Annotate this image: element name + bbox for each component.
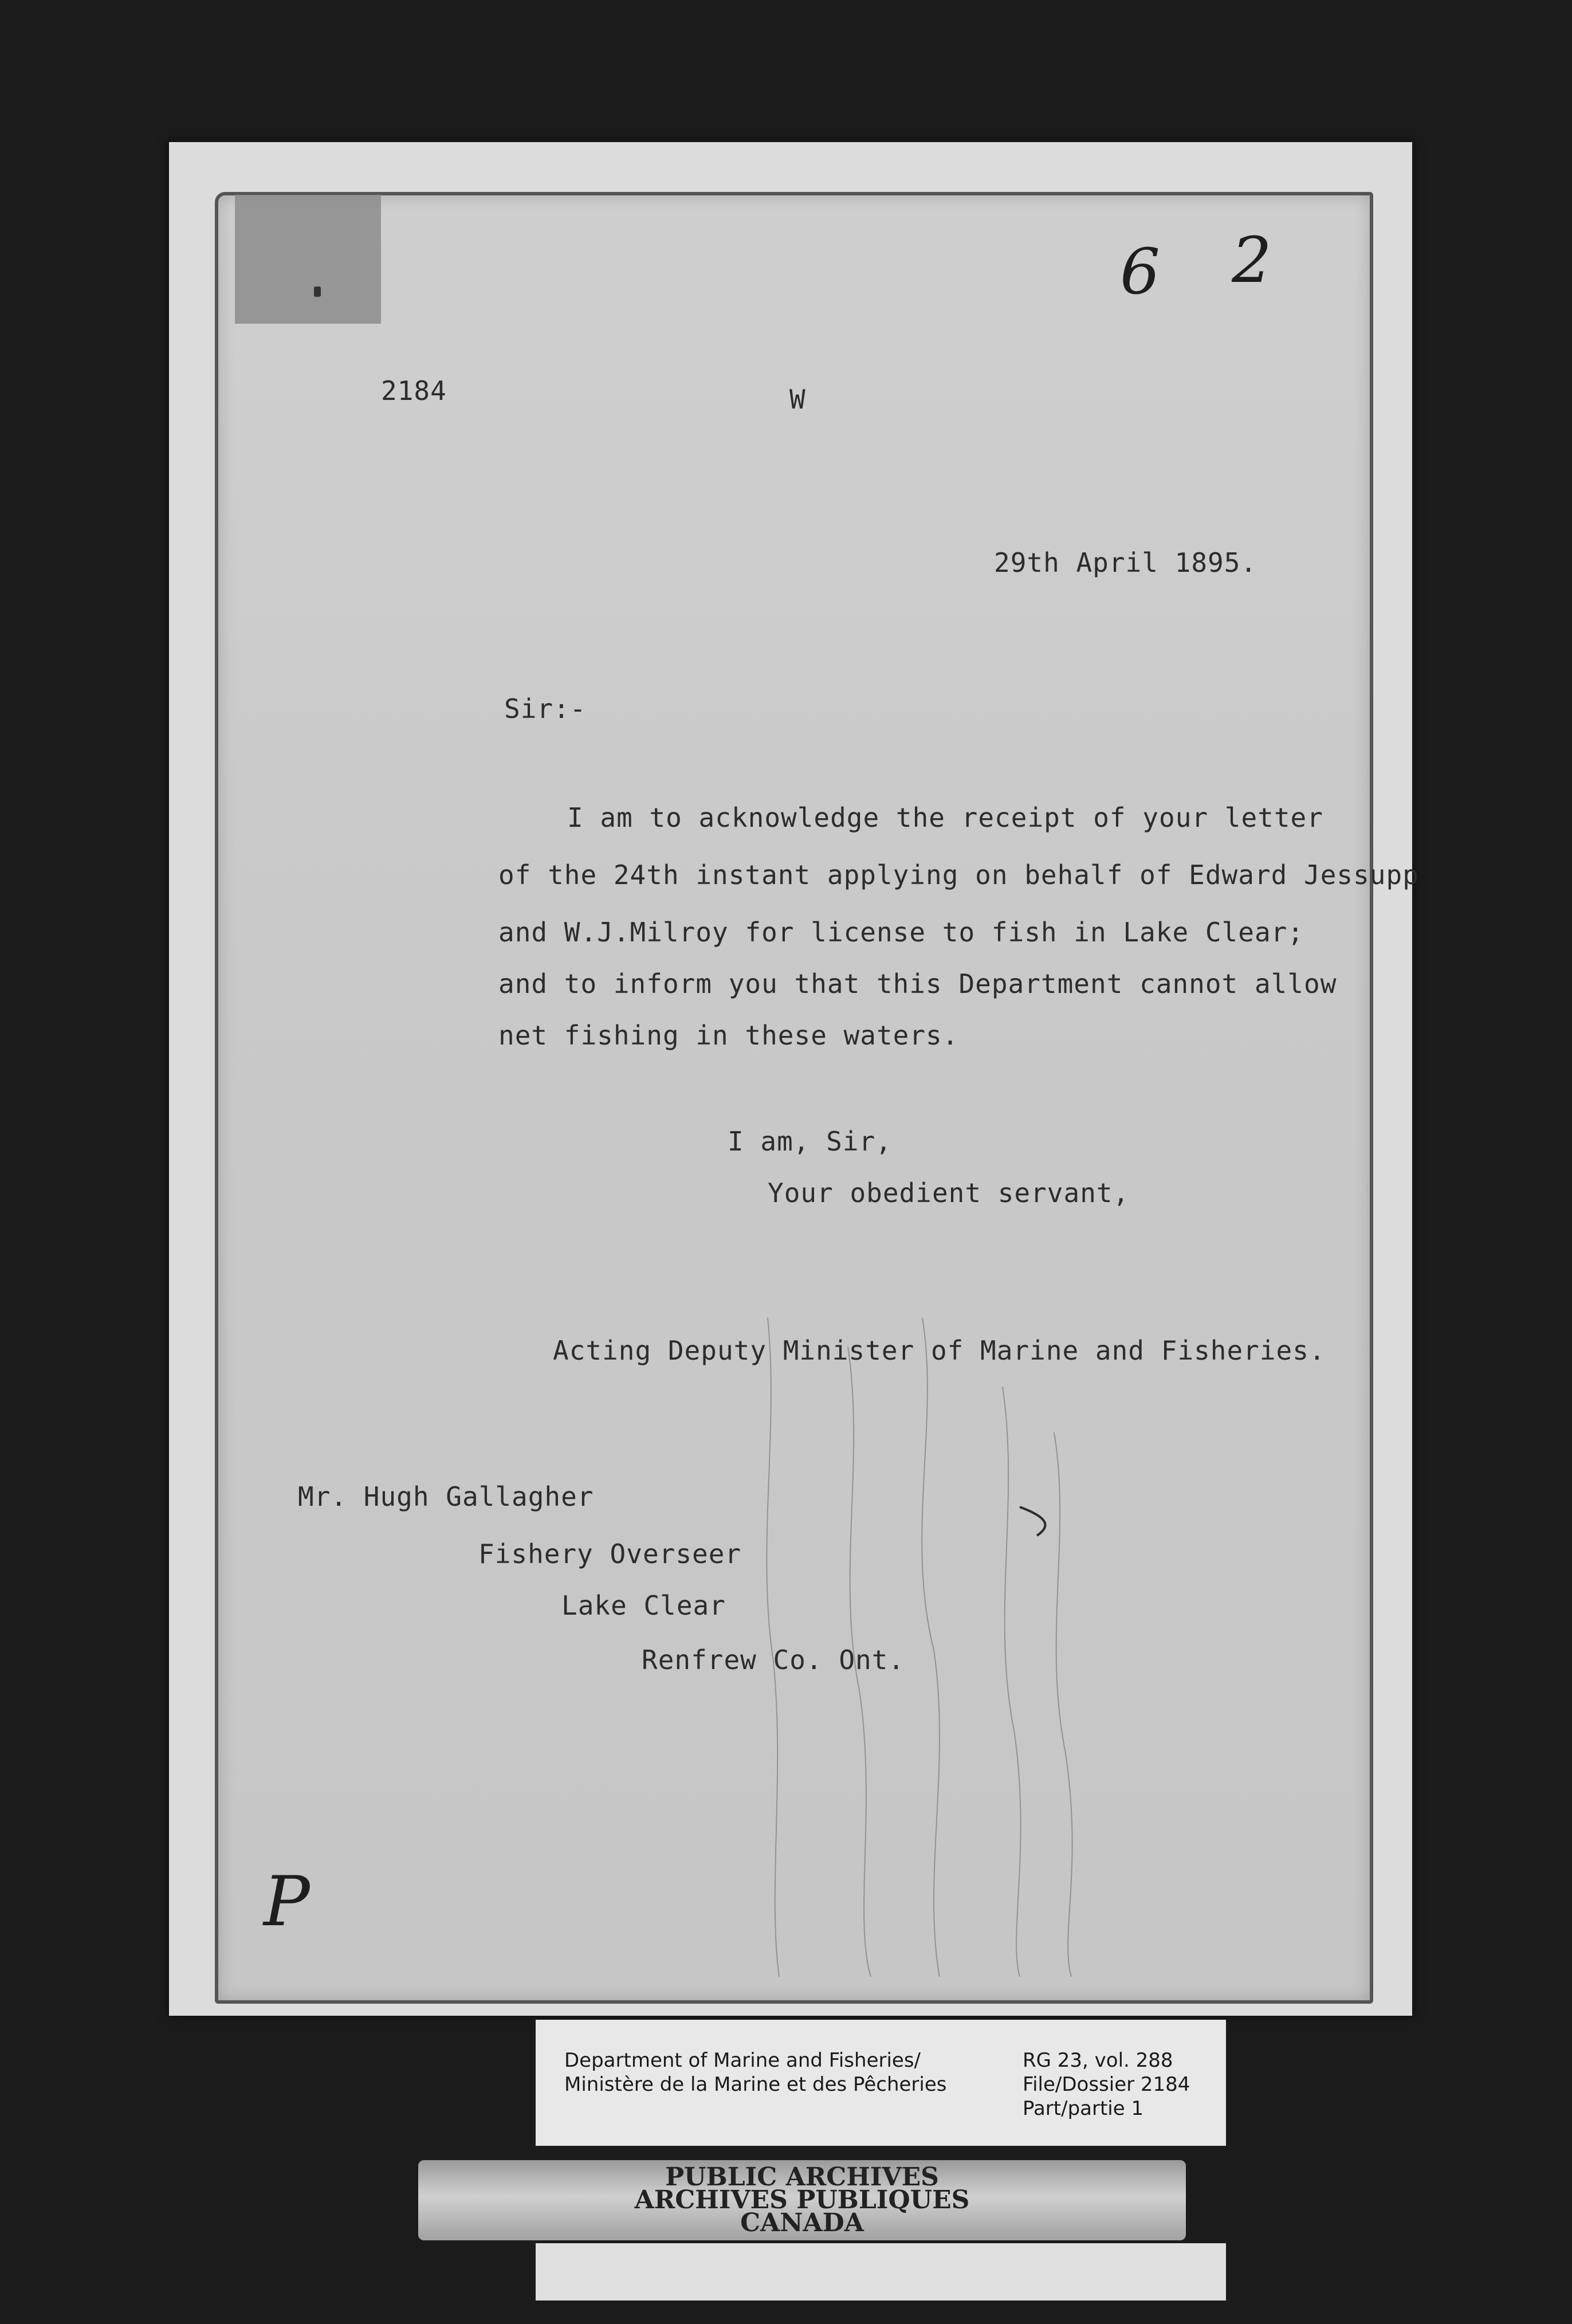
ink-blot xyxy=(314,286,321,297)
label-file: File/Dossier 2184 xyxy=(1023,2073,1190,2096)
addressee-region: Renfrew Co. Ont. xyxy=(642,1644,905,1675)
stamp-line-2: ARCHIVES PUBLIQUES xyxy=(634,2185,970,2215)
body-line-2: of the 24th instant applying on behalf of Edward Jessupp xyxy=(498,859,1419,890)
archive-label xyxy=(536,2020,1226,2146)
addressee-name: Mr. Hugh Gallagher xyxy=(298,1481,594,1512)
label-base xyxy=(536,2243,1226,2301)
archives-stamp xyxy=(418,2160,1186,2240)
letter-date: 29th April 1895. xyxy=(994,547,1257,578)
body-line-4: and to inform you that this Department cannot allow xyxy=(498,968,1337,999)
stamp-line-1: PUBLIC ARCHIVES xyxy=(665,2162,939,2192)
closing-line-1: I am, Sir, xyxy=(728,1126,892,1157)
salutation: Sir:- xyxy=(504,693,587,724)
file-number: 2184 xyxy=(381,375,447,406)
addressee-title: Fishery Overseer xyxy=(478,1538,742,1569)
addressee-place: Lake Clear xyxy=(561,1590,726,1621)
signature-line: Acting Deputy Minister of Marine and Fisheries. xyxy=(553,1335,1326,1366)
handwritten-initial: P xyxy=(264,1862,310,1942)
closing-line-2: Your obedient servant, xyxy=(768,1177,1130,1208)
body-line-1: I am to acknowledge the receipt of your letter xyxy=(567,802,1323,833)
label-department-fr: Ministère de la Marine et des Pêcheries xyxy=(564,2073,947,2096)
stamp-line-3: CANADA xyxy=(740,2208,864,2237)
body-line-5: net fishing in these waters. xyxy=(498,1020,959,1051)
label-department-en: Department of Marine and Fisheries/ xyxy=(564,2049,921,2072)
page-mark-2: 2 xyxy=(1232,223,1272,297)
label-part: Part/partie 1 xyxy=(1023,2097,1144,2120)
file-marker: W xyxy=(789,384,806,415)
body-line-3: and W.J.Milroy for license to fish in Lake Clear; xyxy=(498,917,1304,948)
label-reference: RG 23, vol. 288 xyxy=(1023,2049,1173,2072)
tape-patch xyxy=(235,195,381,324)
page-mark-1: 6 xyxy=(1120,235,1160,308)
